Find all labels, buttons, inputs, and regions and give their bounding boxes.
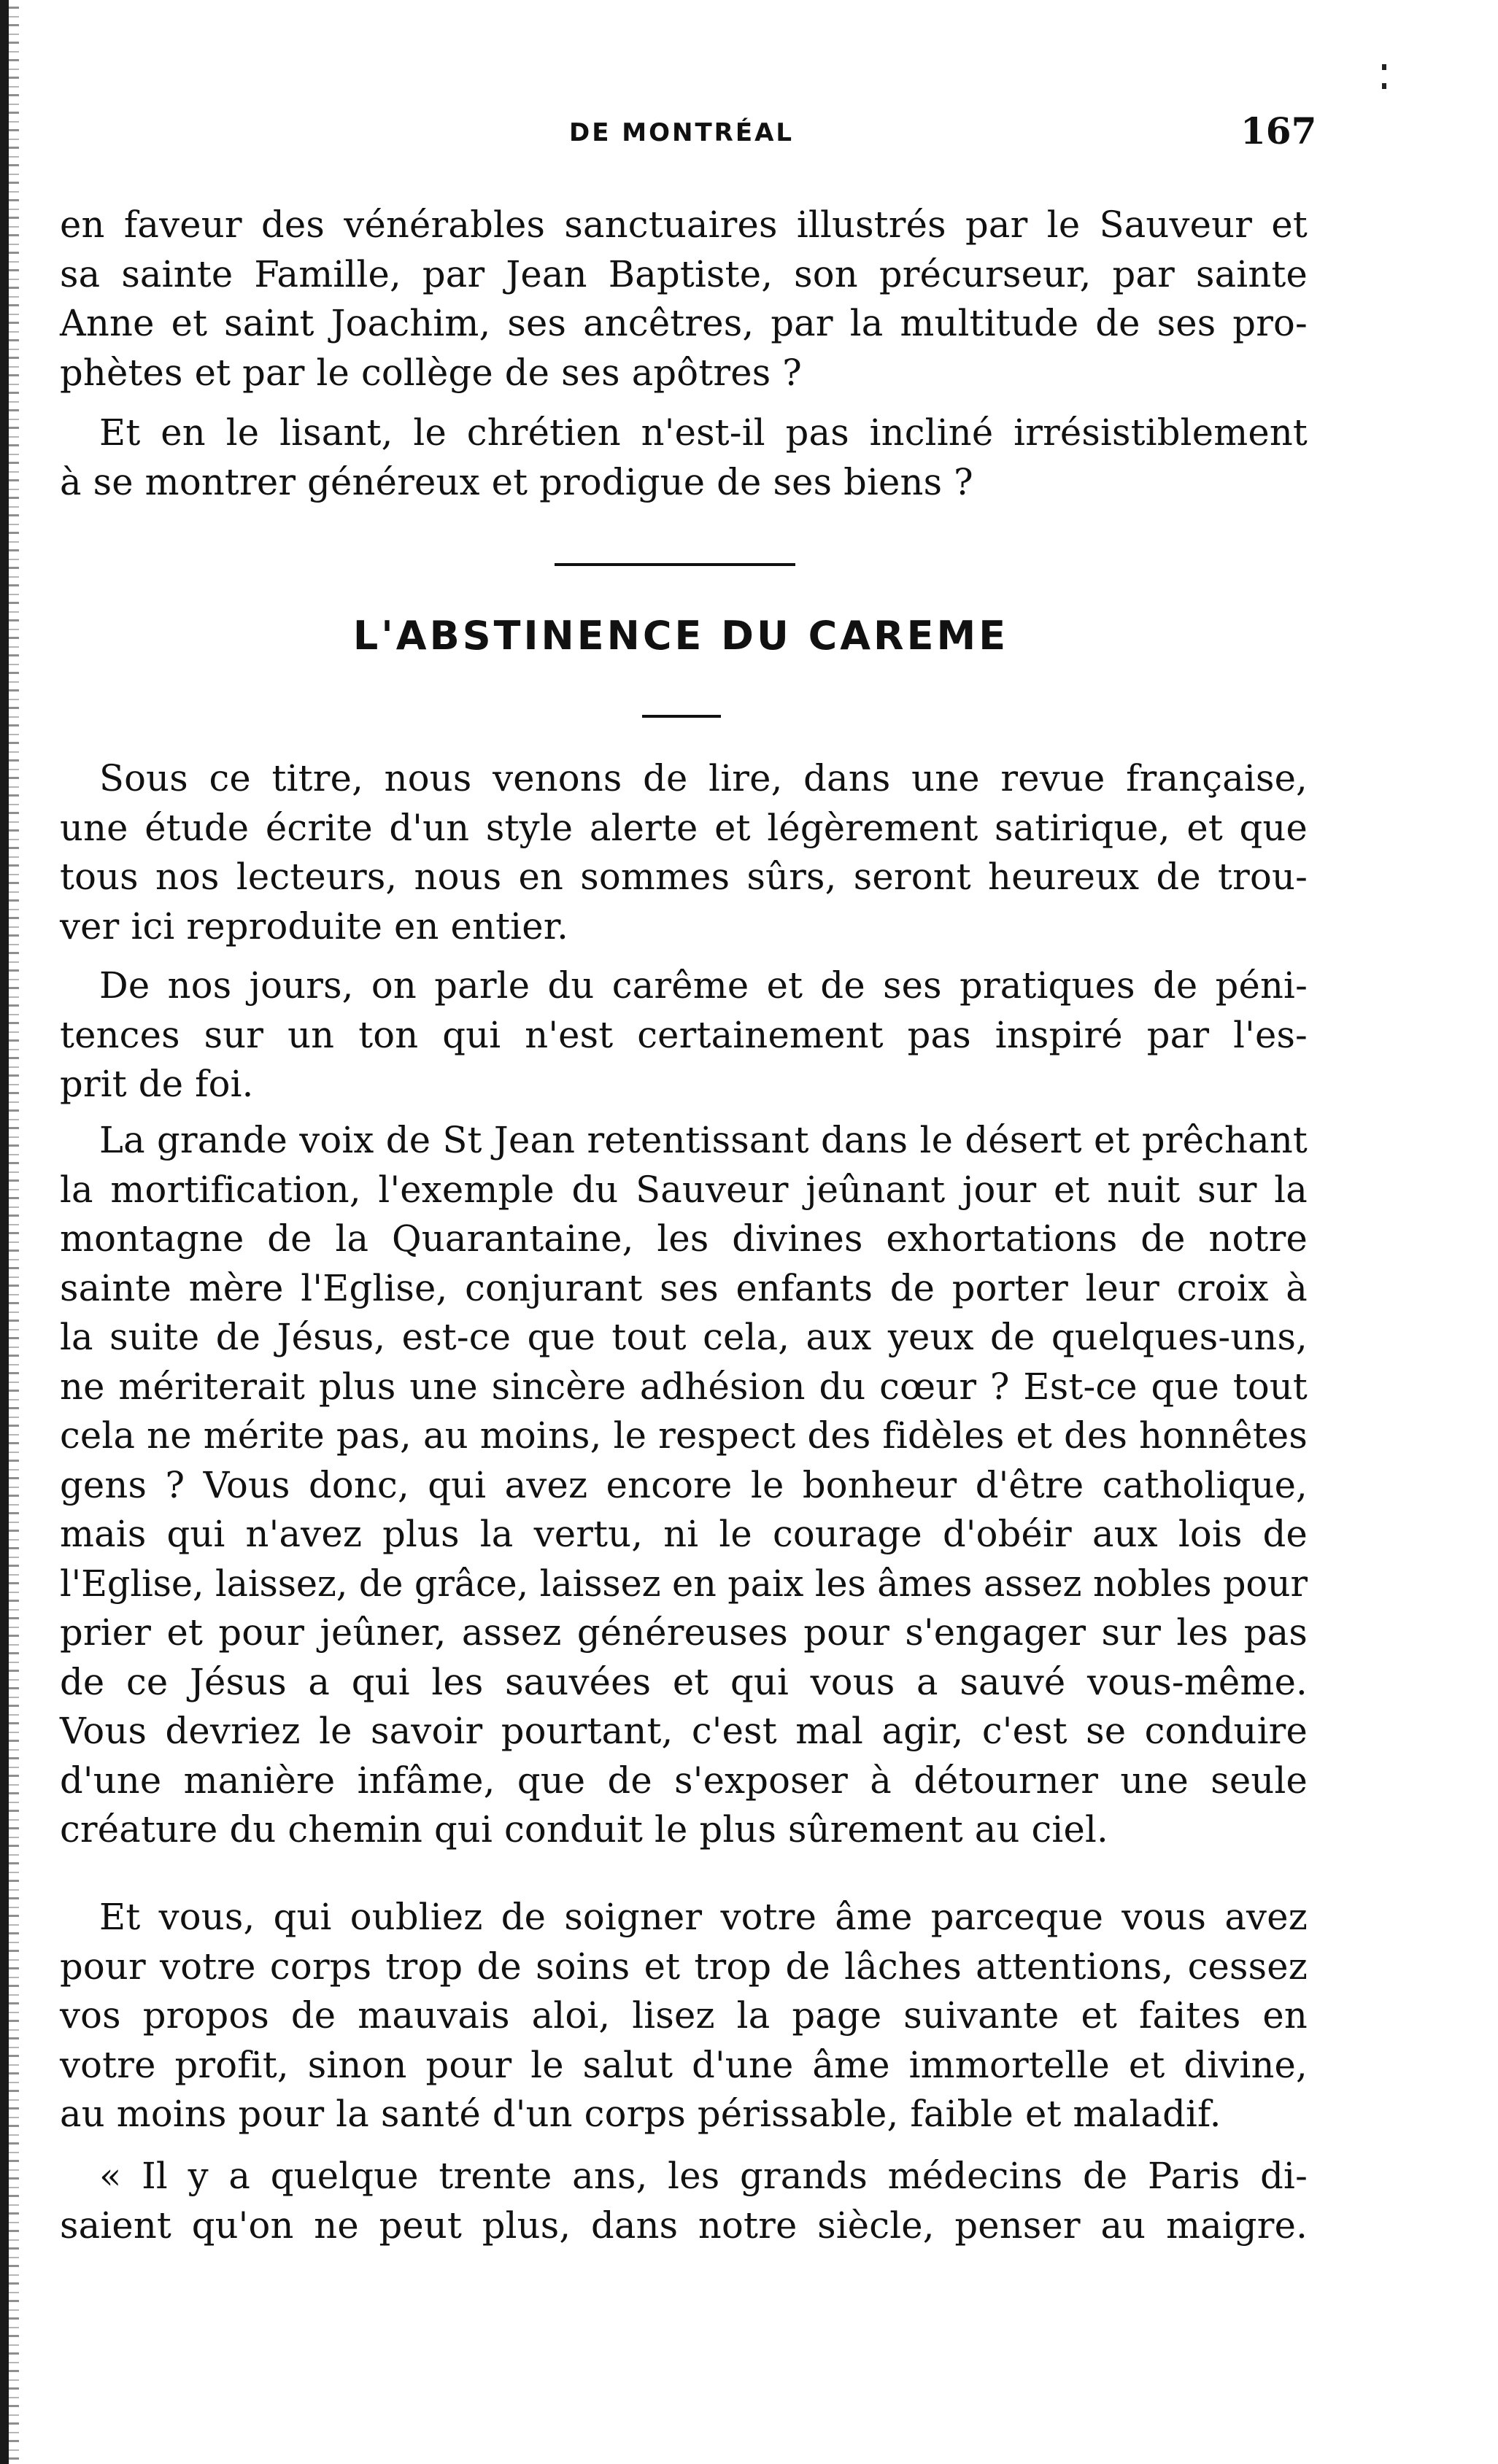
text-line: Et vous, qui oubliez de soigner votre âme parceque vous avez: [99, 1896, 1308, 1938]
text-line: saient qu'on ne peut plus, dans notre siècle, penser au maigre.: [60, 2204, 1308, 2247]
paragraph-continuation: [60, 201, 1308, 398]
section-divider-bottom: [642, 715, 721, 718]
text-line: créature du chemin qui conduit le plus sûrement au ciel.: [60, 1808, 1108, 1851]
text-line: gens ? Vous donc, qui avez encore le bonheur d'être catholique,: [60, 1463, 1308, 1506]
paragraph: [60, 1893, 1308, 2139]
text-line: la suite de Jésus, est-ce que tout cela, aux yeux de quelques-uns,: [60, 1316, 1308, 1358]
text-line: prit de foi.: [60, 1063, 254, 1105]
binding-edge: [0, 0, 9, 2464]
section-title: L'ABSTINENCE DU CAREME: [352, 613, 1009, 659]
text-line: vos propos de mauvais aloi, lisez la page suivante et faites en: [60, 1994, 1308, 2037]
text-line: sa sainte Famille, par Jean Baptiste, son précurseur, par sainte: [60, 252, 1308, 295]
text-line: l'Eglise, laissez, de grâce, laissez en paix les âmes assez nobles pour: [60, 1562, 1308, 1605]
paragraph: [60, 754, 1308, 951]
text-line: ne mériterait plus une sincère adhésion du cœur ? Est-ce que tout: [60, 1365, 1308, 1408]
section-divider-top: [555, 563, 795, 566]
text-line: prier et pour jeûner, assez généreuses pour s'engager sur les pas: [60, 1611, 1308, 1654]
margin-mark: [1382, 64, 1386, 89]
paragraph: [60, 408, 1308, 507]
text-line: de ce Jésus a qui les sauvées et qui vous a sauvé vous-même.: [60, 1660, 1308, 1703]
text-line: sainte mère l'Eglise, conjurant ses enfants de porter leur croix à: [60, 1266, 1308, 1309]
paragraph-quote: [60, 2152, 1308, 2250]
text-line: à se montrer généreux et prodigue de ses biens ?: [60, 460, 973, 503]
text-line: pour votre corps trop de soins et trop de lâches attentions, cessez: [60, 1945, 1308, 1988]
text-line: tous nos lecteurs, nous en sommes sûrs, seront heureux de trou-: [60, 856, 1308, 898]
text-line: en faveur des vénérables sanctuaires illustrés par le Sauveur et: [60, 204, 1308, 246]
text-line: Sous ce titre, nous venons de lire, dans une revue française,: [99, 757, 1308, 799]
text-line: La grande voix de St Jean retentissant dans le désert et prêchant: [99, 1119, 1308, 1161]
text-line: la mortification, l'exemple du Sauveur jeûnant jour et nuit sur la: [60, 1168, 1308, 1211]
page-number: 167: [1240, 109, 1317, 152]
text-line: « Il y a quelque trente ans, les grands médecins de Paris di-: [99, 2155, 1308, 2197]
text-line: tences sur un ton qui n'est certainement pas inspiré par l'es-: [60, 1013, 1308, 1056]
text-line: cela ne mérite pas, au moins, le respect des fidèles et des honnêtes: [60, 1414, 1308, 1457]
text-line: phètes et par le collège de ses apôtres ?: [60, 351, 803, 394]
text-line: mais qui n'avez plus la vertu, ni le courage d'obéir aux lois de: [60, 1513, 1308, 1555]
text-line: votre profit, sinon pour le salut d'une âme immortelle et divine,: [60, 2043, 1308, 2086]
text-line: une étude écrite d'un style alerte et légèrement satirique, et que: [60, 806, 1308, 849]
text-line: au moins pour la santé d'un corps périssable, faible et maladif.: [60, 2093, 1221, 2135]
text-line: Et en le lisant, le chrétien n'est-il pas incliné irrésistiblement: [99, 411, 1308, 454]
paragraph: [60, 1116, 1308, 1855]
text-line: Vous devriez le savoir pourtant, c'est mal agir, c'est se conduire: [60, 1710, 1308, 1752]
text-line: montagne de la Quarantaine, les divines exhortations de notre: [60, 1217, 1308, 1260]
text-line: Anne et saint Joachim, ses ancêtres, par la multitude de ses pro-: [60, 302, 1308, 344]
running-head: DE MONTRÉAL: [569, 118, 795, 147]
binding-speckle: [9, 0, 19, 2464]
text-line: De nos jours, on parle du carême et de ses pratiques de péni-: [99, 964, 1308, 1007]
text-line: d'une manière infâme, que de s'exposer à détourner une seule: [60, 1759, 1308, 1802]
paragraph: [60, 961, 1308, 1109]
text-line: ver ici reproduite en entier.: [60, 904, 569, 948]
